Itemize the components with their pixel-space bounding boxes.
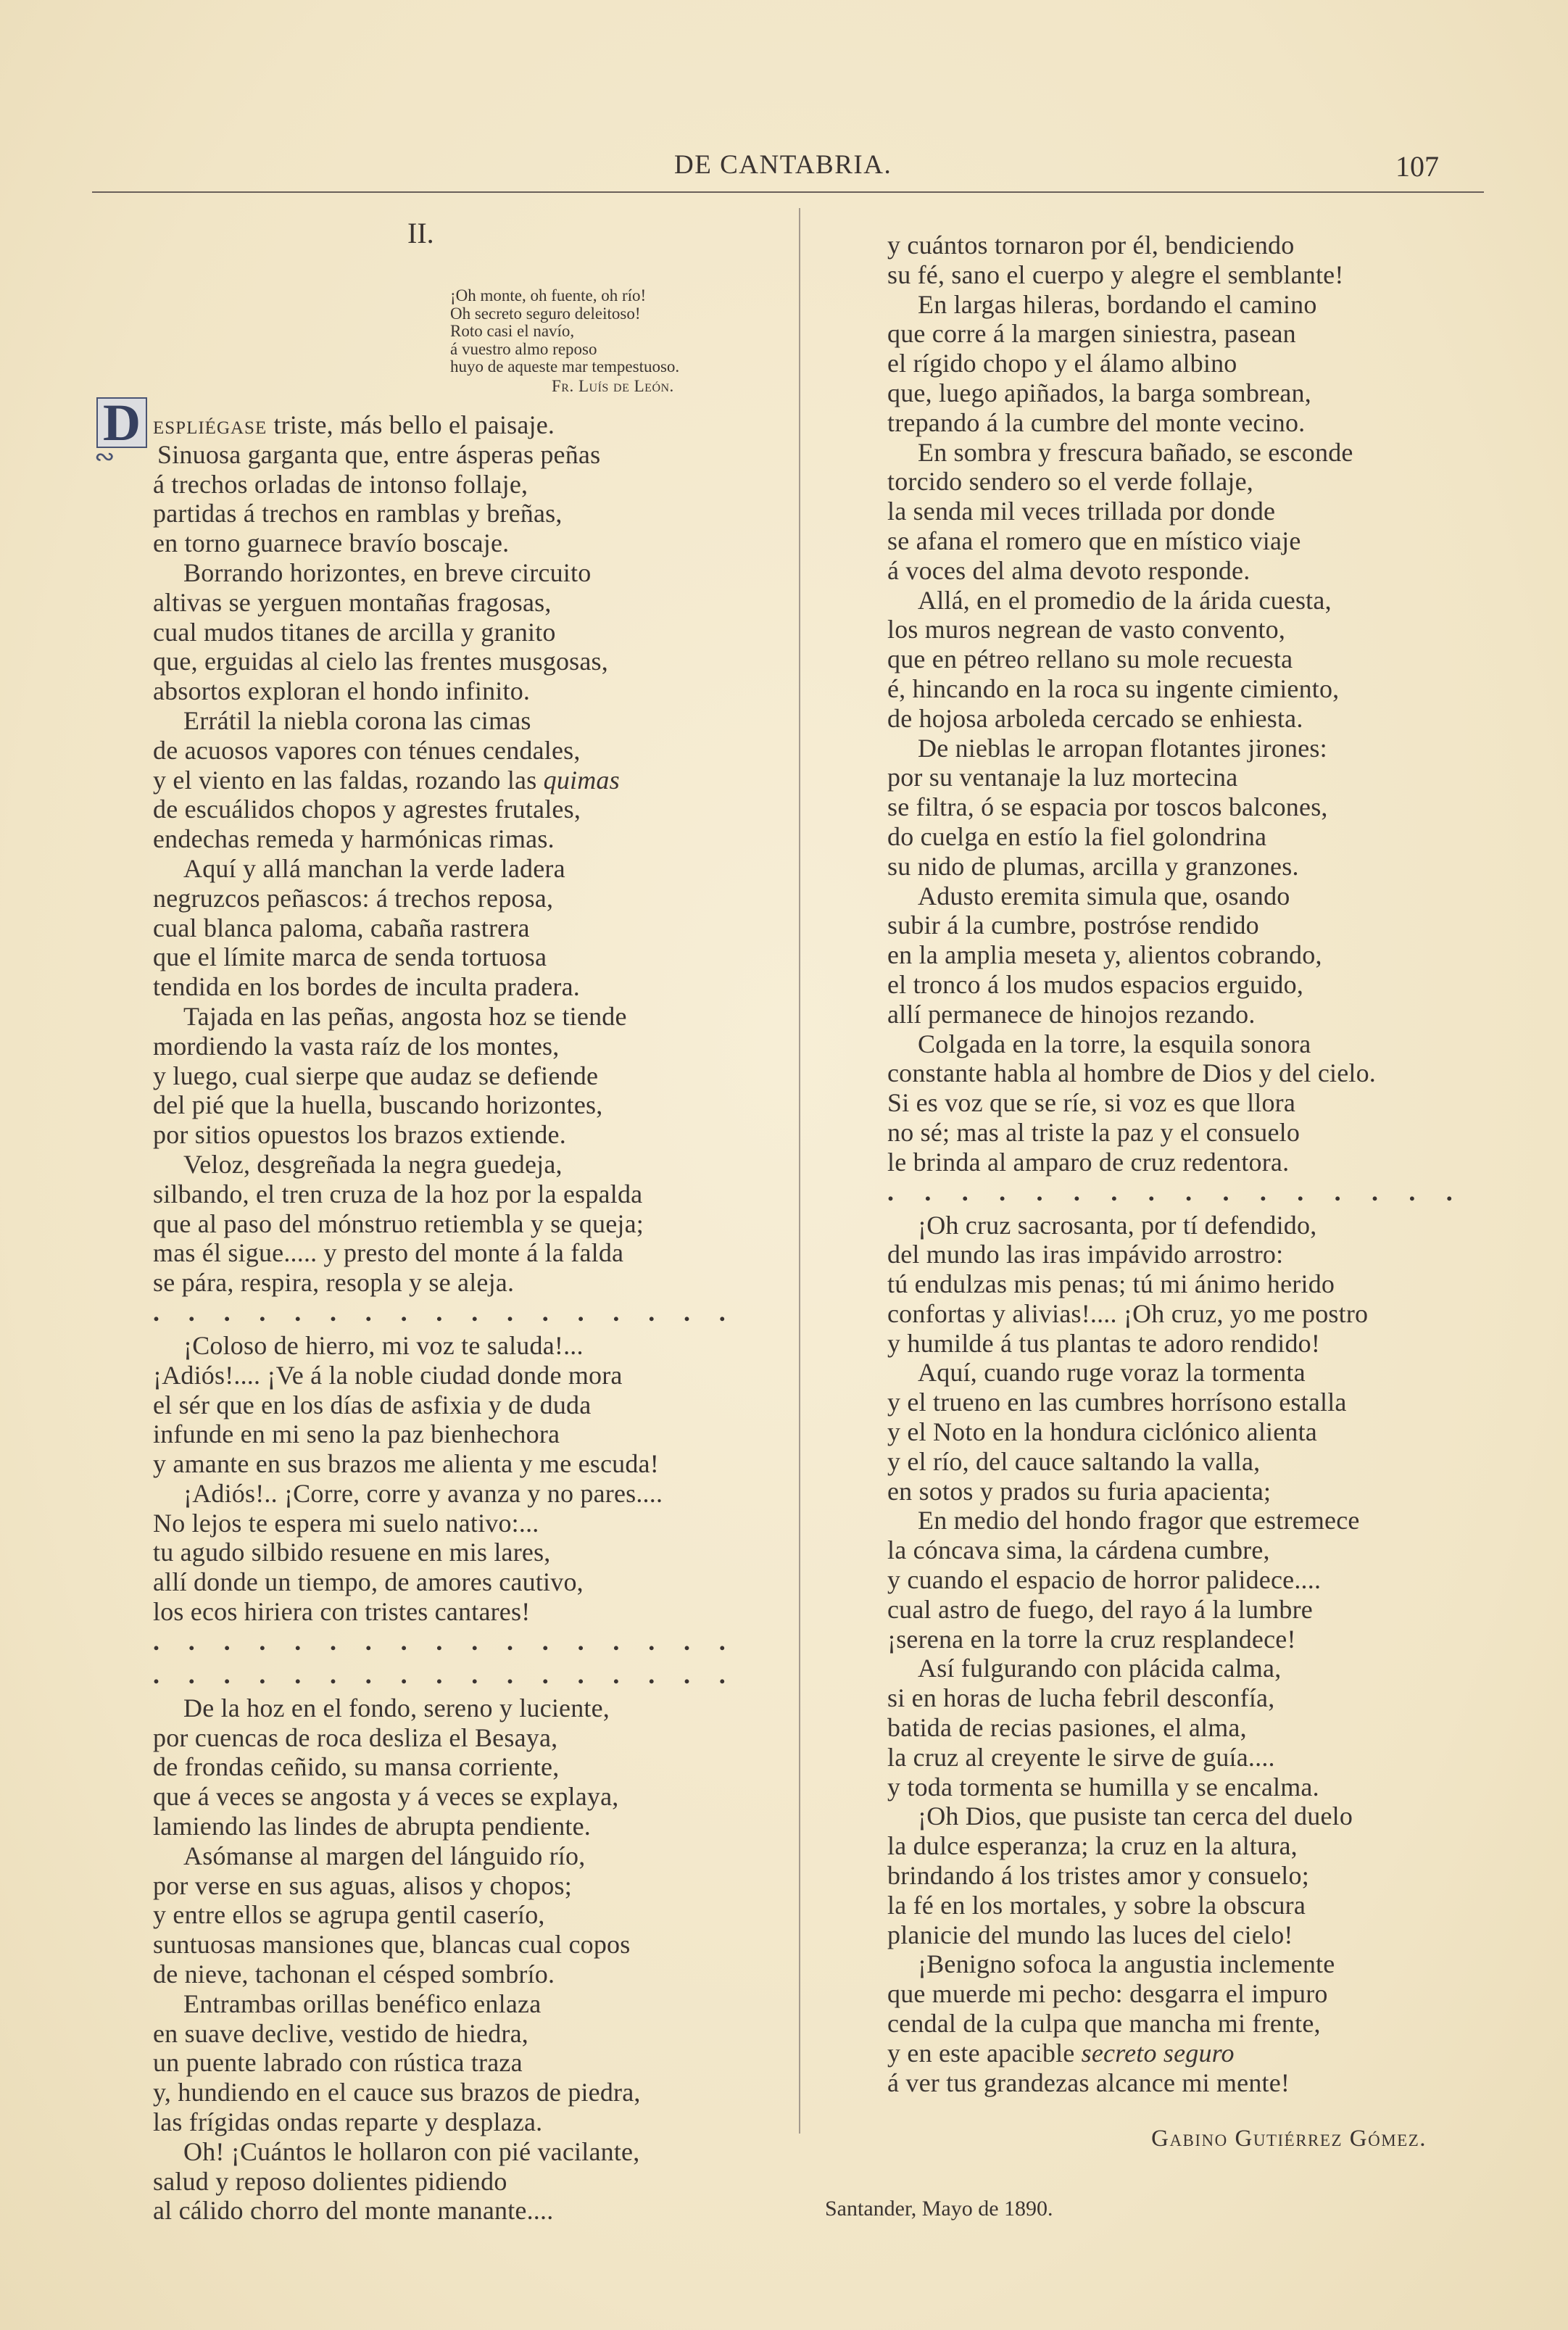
verse-line: la dulce esperanza; la cruz en la altura, bbox=[887, 1831, 1298, 1861]
drop-cap-ornament-icon: ∾ bbox=[94, 444, 115, 470]
verse-line: y el Noto en la hondura ciclónico alienta bbox=[887, 1417, 1317, 1447]
epigraph-line: huyo de aqueste mar tempestuoso. bbox=[450, 357, 680, 376]
opening-line bbox=[153, 410, 755, 440]
ellipsis-separator: . . . . . . . . . . . . . . . . . bbox=[153, 1297, 726, 1327]
verse-line: en sotos y prados su furia apacienta; bbox=[887, 1476, 1272, 1506]
page-number: 107 bbox=[1395, 150, 1439, 183]
verse-line: do cuelga en estío la fiel golondrina bbox=[887, 821, 1267, 851]
verse-line: ¡Adiós!.... ¡Ve á la noble ciudad donde mora bbox=[153, 1360, 623, 1390]
verse-line: por su ventanaje la luz mortecina bbox=[887, 763, 1238, 792]
verse-line: cual blanca paloma, cabaña rastrera bbox=[153, 913, 530, 942]
verse-line: cual mudos titanes de arcilla y granito bbox=[153, 617, 556, 647]
dateline: Santander, Mayo de 1890. bbox=[825, 2197, 1053, 2221]
verse-line: de escuálidos chopos y agrestes frutales, bbox=[153, 795, 581, 824]
right-column bbox=[887, 231, 1467, 2097]
verse-line: y el trueno en las cumbres horrísono estalla bbox=[887, 1388, 1347, 1417]
verse-line: por sitios opuestos los brazos extiende. bbox=[153, 1120, 566, 1150]
verse-line: los ecos hiriera con tristes cantares! bbox=[153, 1597, 531, 1627]
verse-text: y el viento en las faldas, rozando las bbox=[153, 765, 544, 795]
verse-line: constante habla al hombre de Dios y del cielo. bbox=[887, 1058, 1376, 1088]
epigraph-line: Roto casi el navío, bbox=[450, 322, 575, 340]
verse-line: y, hundiendo en el cauce sus brazos de piedra, bbox=[153, 2078, 641, 2107]
verse-line: y luego, cual sierpe que audaz se defiende bbox=[153, 1061, 599, 1090]
stanza bbox=[887, 290, 1467, 438]
verse-line: tú endulzas mis penas; tú mi ánimo herido bbox=[887, 1269, 1335, 1299]
verse-line: mordiendo la vasta raíz de los montes, bbox=[153, 1031, 560, 1061]
opening-rest: triste, más bello el paisaje. bbox=[267, 410, 555, 439]
verse-line: Colgada en la torre, la esquila sonora bbox=[918, 1029, 1311, 1058]
verse-line: En medio del hondo fragor que estremece bbox=[918, 1506, 1360, 1535]
verse-line: cual astro de fuego, del rayo á la lumbre bbox=[887, 1594, 1313, 1624]
verse-line: á voces del alma devoto responde. bbox=[887, 555, 1250, 585]
stanza bbox=[887, 1029, 1467, 1177]
verse-line: en la amplia meseta y, alientos cobrando, bbox=[887, 940, 1322, 970]
verse-line: trepando á la cumbre del monte vecino. bbox=[887, 407, 1306, 437]
verse-line: Veloz, desgreñada la negra guedeja, bbox=[183, 1149, 563, 1179]
verse-line: absortos exploran el hondo infinito. bbox=[153, 676, 531, 706]
verse-line: y humilde á tus plantas te adoro rendido! bbox=[887, 1328, 1321, 1358]
author-signature: Gabino Gutiérrez Gómez. bbox=[1151, 2126, 1427, 2152]
verse-line: Aquí y allá manchan la verde ladera bbox=[183, 853, 565, 883]
verse-line: brindando á los tristes amor y consuelo; bbox=[887, 1861, 1309, 1891]
verse-line: la senda mil veces trillada por donde bbox=[887, 497, 1276, 526]
epigraph bbox=[450, 287, 679, 395]
verse-line: la fé en los mortales, y sobre la obscura bbox=[887, 1890, 1306, 1920]
verse-line: allí permanece de hinojos rezando. bbox=[887, 999, 1256, 1029]
verse-line: Errátil la niebla corona las cimas bbox=[183, 705, 531, 735]
stanza bbox=[153, 2137, 755, 2226]
verse-line: tu agudo silbido resuene en mis lares, bbox=[153, 1538, 551, 1567]
verse-line: que el límite marca de senda tortuosa bbox=[153, 942, 547, 972]
verse-line: planicie del mundo las luces del cielo! bbox=[887, 1920, 1293, 1949]
verse-line: ¡Coloso de hierro, mi voz te saluda!... bbox=[183, 1330, 584, 1360]
verse-line: se afana el romero que en místico viaje bbox=[887, 526, 1301, 555]
verse-line: De la hoz en el fondo, sereno y luciente, bbox=[183, 1693, 610, 1722]
verse-line: Tajada en las peñas, angosta hoz se tiende bbox=[183, 1001, 627, 1031]
verse-line: por cuencas de roca desliza el Besaya, bbox=[153, 1722, 558, 1752]
verse-line: y entre ellos se agrupa gentil caserío, bbox=[153, 1900, 545, 1930]
verse-line: los muros negrean de vasto convento, bbox=[887, 615, 1286, 644]
verse-line: altivas se yerguen montañas fragosas, bbox=[153, 587, 552, 617]
stanza bbox=[153, 706, 755, 854]
verse-line: á ver tus grandezas alcance mi mente! bbox=[887, 2068, 1290, 2097]
verse-line: y cuando el espacio de horror palidece.... bbox=[887, 1565, 1322, 1595]
verse-text: y en este apacible bbox=[887, 2038, 1082, 2068]
section-number: II. bbox=[407, 217, 434, 249]
verse-line: de acuosos vapores con ténues cendales, bbox=[153, 735, 581, 765]
ellipsis-separator: . . . . . . . . . . . . . . . . bbox=[887, 1177, 1453, 1206]
running-title: DE CANTABRIA. bbox=[674, 150, 892, 180]
verse-line: que corre á la margen siniestra, pasean bbox=[887, 319, 1296, 349]
verse-line: y el río, del cauce saltando la valla, bbox=[887, 1446, 1261, 1476]
stanza bbox=[153, 1841, 755, 1989]
stanza bbox=[153, 1002, 755, 1150]
verse-line: y cuántos tornaron por él, bendiciendo bbox=[887, 231, 1295, 260]
verse-line: mas él sigue..... y presto del monte á la falda bbox=[153, 1238, 624, 1268]
verse-line: del pié que la huella, buscando horizontes, bbox=[153, 1090, 603, 1120]
verse-line: ¡Oh cruz sacrosanta, por tí defendido, bbox=[918, 1210, 1317, 1240]
verse-line: lamiendo las lindes de abrupta pendiente. bbox=[153, 1812, 592, 1841]
stanza bbox=[887, 231, 1467, 290]
stanza bbox=[153, 558, 755, 706]
verse-line: que á veces se angosta y á veces se explaya, bbox=[153, 1782, 619, 1812]
verse-line: el tronco á los mudos espacios erguido, bbox=[887, 969, 1304, 999]
stanza bbox=[153, 1479, 755, 1627]
verse-line: torcido sendero so el verde follaje, bbox=[887, 467, 1254, 497]
epigraph-line: ¡Oh monte, oh fuente, oh río! bbox=[450, 286, 647, 304]
verse-line: ¡Oh Dios, que pusiste tan cerca del duelo bbox=[918, 1802, 1353, 1831]
verse-line: se pára, respira, resopla y se aleja. bbox=[153, 1268, 515, 1298]
verse-line: de hojosa arboleda cercado se enhiesta. bbox=[887, 703, 1303, 733]
verse-line: de frondas ceñido, su mansa corriente, bbox=[153, 1752, 560, 1782]
verse-line: Adusto eremita simula que, osando bbox=[918, 881, 1290, 911]
verse-line: partidas á trechos en ramblas y breñas, bbox=[153, 499, 563, 528]
verse-line: En sombra y frescura bañado, se esconde bbox=[918, 437, 1353, 467]
verse-line: no sé; mas al triste la paz y el consuelo bbox=[887, 1117, 1301, 1147]
ellipsis-separator: . . . . . . . . . . . . . . . . . bbox=[153, 1626, 726, 1656]
verse-line: le brinda al amparo de cruz redentora. bbox=[887, 1147, 1290, 1177]
opening-smallcaps: espliégase bbox=[153, 410, 267, 439]
verse-line: un puente labrado con rústica traza bbox=[153, 2048, 523, 2078]
verse-line: Allá, en el promedio de la árida cuesta, bbox=[918, 585, 1332, 615]
verse-line: Asómanse al margen del lánguido río, bbox=[183, 1841, 586, 1870]
stanza bbox=[153, 410, 755, 558]
verse-line: por verse en sus aguas, alisos y chopos; bbox=[153, 1870, 572, 1900]
verse-line: si en horas de lucha febril desconfía, bbox=[887, 1683, 1275, 1713]
verse-line: allí donde un tiempo, de amores cautivo, bbox=[153, 1567, 584, 1597]
ellipsis-separator: . . . . . . . . . . . . . . . . . bbox=[153, 1659, 726, 1689]
verse-line: en torno guarnece bravío boscaje. bbox=[153, 528, 510, 558]
verse-line: Si es voz que se ríe, si voz es que llora bbox=[887, 1088, 1296, 1118]
verse-line: del mundo las iras impávido arrostro: bbox=[887, 1240, 1284, 1269]
drop-cap-initial: D bbox=[96, 397, 147, 448]
verse-line: cendal de la culpa que mancha mi frente, bbox=[887, 2009, 1321, 2039]
stanza bbox=[887, 1506, 1467, 1654]
verse-line bbox=[887, 2039, 1467, 2068]
verse-line: Así fulgurando con plácida calma, bbox=[918, 1654, 1282, 1683]
stanza bbox=[153, 1693, 755, 1841]
stanza bbox=[887, 1211, 1467, 1359]
stanza bbox=[887, 586, 1467, 734]
stanza bbox=[153, 1989, 755, 2137]
verse-line: su fé, sano el cuerpo y alegre el semblante! bbox=[887, 260, 1344, 289]
verse-line: suntuosas mansiones que, blancas cual copos bbox=[153, 1930, 631, 1960]
verse-line: De nieblas le arropan flotantes jirones: bbox=[918, 733, 1327, 763]
verse-line: batida de recias pasiones, el alma, bbox=[887, 1713, 1247, 1743]
verse-line bbox=[153, 766, 755, 795]
verse-line: el sér que en los días de asfixia y de duda bbox=[153, 1390, 592, 1419]
stanza bbox=[153, 854, 755, 1002]
verse-line: su nido de plumas, arcilla y granzones. bbox=[887, 851, 1299, 881]
verse-line: las frígidas ondas reparte y desplaza. bbox=[153, 2107, 543, 2137]
verse-line: endechas remeda y harmónicas rimas. bbox=[153, 824, 555, 854]
verse-line: silbando, el tren cruza de la hoz por la espalda bbox=[153, 1179, 643, 1208]
verse-line: é, hincando en la roca su ingente cimiento, bbox=[887, 673, 1340, 703]
verse-line: que al paso del mónstruo retiembla y se queja; bbox=[153, 1208, 644, 1238]
verse-line: ¡Adiós!.. ¡Corre, corre y avanza y no pares.... bbox=[183, 1478, 663, 1508]
stanza bbox=[887, 1654, 1467, 1802]
verse-line: En largas hileras, bordando el camino bbox=[918, 289, 1317, 319]
verse-line: salud y reposo dolientes pidiendo bbox=[153, 2166, 507, 2196]
stanza bbox=[887, 438, 1467, 586]
epigraph-author: Fr. Luís de León. bbox=[552, 376, 674, 395]
verse-line: Aquí, cuando ruge voraz la tormenta bbox=[918, 1358, 1306, 1388]
verse-line: Entrambas orillas benéfico enlaza bbox=[183, 1989, 542, 2018]
verse-line: que muerde mi pecho: desgarra el impuro bbox=[887, 1979, 1328, 2009]
epigraph-line: á vuestro almo reposo bbox=[450, 339, 597, 358]
verse-line: Oh! ¡Cuántos le hollaron con pié vacilante, bbox=[183, 2136, 640, 2166]
verse-line: infunde en mi seno la paz bienhechora bbox=[153, 1419, 560, 1449]
left-column bbox=[153, 410, 755, 2226]
verse-italic: secreto seguro bbox=[1081, 2038, 1235, 2068]
verse-line: en suave declive, vestido de hiedra, bbox=[153, 2018, 529, 2048]
stanza bbox=[887, 1949, 1467, 2097]
verse-line: se filtra, ó se espacia por toscos balcones, bbox=[887, 792, 1328, 822]
verse-italic: quimas bbox=[543, 765, 620, 795]
verse-line: negruzcos peñascos: á trechos reposa, bbox=[153, 883, 554, 913]
verse-line: y amante en sus brazos me alienta y me escuda! bbox=[153, 1449, 659, 1479]
verse-line: que, erguidas al cielo las frentes musgosas, bbox=[153, 647, 608, 676]
verse-line: No lejos te espera mi suelo nativo:... bbox=[153, 1508, 539, 1538]
verse-line: á trechos orladas de intonso follaje, bbox=[153, 469, 528, 499]
stanza bbox=[887, 1358, 1467, 1506]
verse-line: subir á la cumbre, postróse rendido bbox=[887, 911, 1259, 940]
verse-line: que en pétreo rellano su mole recuesta bbox=[887, 644, 1293, 674]
verse-line: que, luego apiñados, la barga sombrean, bbox=[887, 378, 1311, 407]
verse-line: de nieve, tachonan el césped sombrío. bbox=[153, 1960, 555, 1989]
verse-line: la cóncava sima, la cárdena cumbre, bbox=[887, 1535, 1270, 1565]
stanza bbox=[153, 1150, 755, 1298]
verse-line: Sinuosa garganta que, entre ásperas peñas bbox=[157, 439, 601, 469]
verse-line: y toda tormenta se humilla y se encalma. bbox=[887, 1772, 1319, 1802]
verse-line: el rígido chopo y el álamo albino bbox=[887, 349, 1237, 378]
verse-line: al cálido chorro del monte manante.... bbox=[153, 2196, 554, 2226]
verse-line: ¡serena en la torre la cruz resplandece! bbox=[887, 1624, 1296, 1654]
stanza bbox=[887, 734, 1467, 882]
verse-line: Borrando horizontes, en breve circuito bbox=[183, 557, 592, 587]
stanza bbox=[887, 1802, 1467, 1949]
stanza bbox=[887, 882, 1467, 1029]
epigraph-line: Oh secreto seguro deleitoso! bbox=[450, 304, 641, 323]
verse-line: confortas y alivias!.... ¡Oh cruz, yo me postro bbox=[887, 1298, 1369, 1328]
verse-line: ¡Benigno sofoca la angustia inclemente bbox=[918, 1949, 1335, 1979]
verse-line: tendida en los bordes de inculta pradera. bbox=[153, 972, 580, 1002]
stanza bbox=[153, 1331, 755, 1479]
verse-line: la cruz al creyente le sirve de guía.... bbox=[887, 1742, 1275, 1772]
